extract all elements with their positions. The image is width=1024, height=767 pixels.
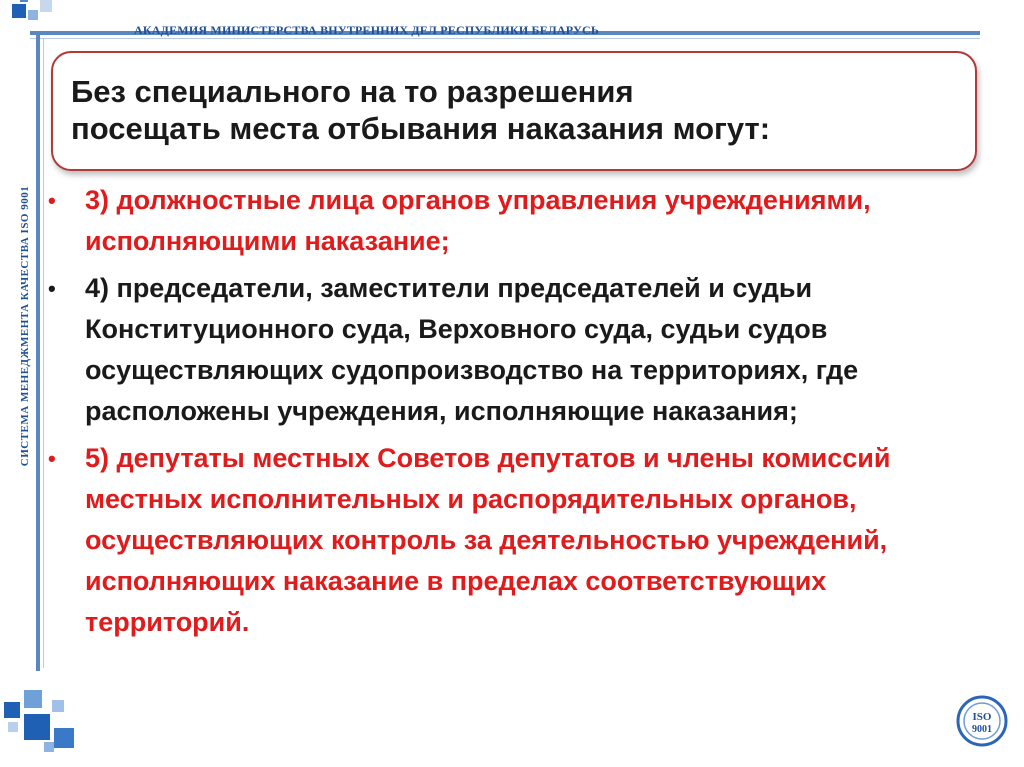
bullet-text: 5) депутаты местных Советов депутатов и члены комиссий местных исполнительных и распорядительных органов, осуществляющих контроль за деятельностью учреждений, исполняющих наказание в пределах соответствующих территорий. <box>85 443 891 637</box>
left-rule-thin <box>43 38 44 668</box>
title-line-2: посещать места отбывания наказания могут: <box>71 111 771 146</box>
bullet-dot-icon: • <box>48 446 56 471</box>
title-line-1: Без специального на то разрешения <box>71 74 634 109</box>
iso-certification-seal-icon <box>956 695 1008 747</box>
bullet-item-5 <box>45 438 975 643</box>
quality-system-label: СИСТЕМА МЕНЕДЖМЕНТА КАЧЕСТВА ISO 9001 <box>19 185 31 467</box>
bullet-text: 4) председатели, заместители председателей и судьи Конституционного суда, Верховного суда, судьи судов осуществляющих судопроизводство на территориях, где расположены учреждения, исполняющие наказания; <box>85 273 859 426</box>
iso-label-top: ISO <box>972 711 992 723</box>
bullet-text: 3) должностные лица органов управления учреждениями, исполняющими наказание; <box>85 185 871 256</box>
bullet-dot-icon: • <box>48 276 56 301</box>
bullet-item-3 <box>45 180 975 262</box>
bullet-dot-icon: • <box>48 188 56 213</box>
title-box <box>51 51 977 171</box>
iso-label-bottom: 9001 <box>972 724 992 735</box>
left-rule <box>36 31 40 671</box>
header-rule-thin <box>30 38 980 39</box>
slide-title <box>71 73 951 147</box>
bullet-list <box>45 180 975 649</box>
organization-name: АКАДЕМИЯ МИНИСТЕРСТВА ВНУТРЕННИХ ДЕЛ РЕСПУБЛИКИ БЕЛАРУСЬ <box>134 23 599 37</box>
bullet-item-4 <box>45 268 975 432</box>
